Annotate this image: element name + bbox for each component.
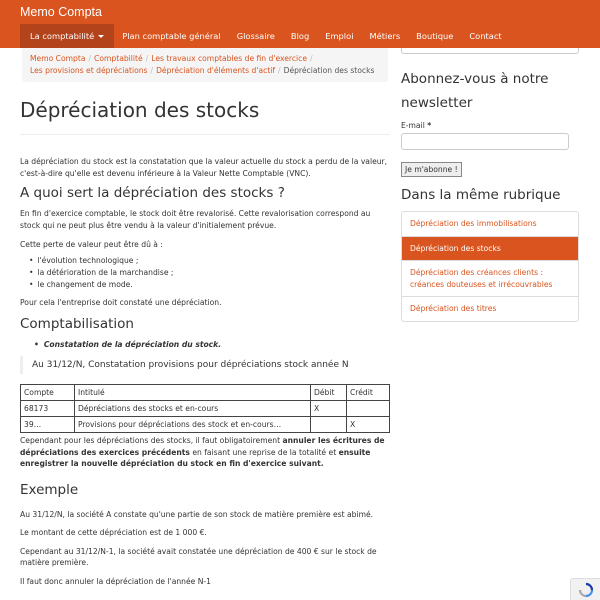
breadcrumb-link[interactable]: Comptabilité — [94, 54, 143, 63]
intro-paragraph: La dépréciation du stock est la constatation que la valeur actuelle du stock a perdu de la valeur, c'est-à-dire qu'elle est devenu inférieure à la Valeur Nette Comptable (VNC). — [20, 157, 388, 178]
nav-blog[interactable]: Blog — [290, 31, 310, 41]
table-cell: Dépréciations des stocks et en-cours — [75, 401, 311, 417]
table-cell — [347, 401, 390, 417]
nav-comptabilite[interactable] — [20, 24, 114, 48]
breadcrumb-separator: / — [278, 66, 281, 75]
main-nav — [20, 24, 510, 48]
entry-title: • Constatation de la dépréciation du stock. — [20, 340, 390, 349]
email-label — [401, 121, 579, 130]
nav-glossaire[interactable]: Glossaire — [236, 31, 275, 41]
breadcrumb-link[interactable]: Memo Compta — [30, 54, 86, 63]
subscribe-button[interactable]: Je m'abonne ! — [401, 162, 462, 177]
table-row — [21, 401, 390, 417]
table-header: Intitulé — [75, 385, 311, 401]
after-table-paragraph — [20, 435, 390, 470]
search-field-partial[interactable] — [401, 48, 579, 54]
rubric-item[interactable]: Dépréciation des titres — [410, 304, 497, 313]
breadcrumb-link[interactable]: Dépréciation d'éléments d'actif — [156, 66, 276, 75]
breadcrumb-separator: / — [88, 54, 92, 63]
newsletter-title: Abonnez-vous à notre newsletter — [401, 71, 549, 111]
breadcrumb-separator: / — [145, 54, 149, 63]
list-item: • le changement de mode. — [29, 279, 390, 291]
page-title: Dépréciation des stocks — [20, 98, 390, 135]
caret-down-icon — [98, 35, 104, 38]
nav-metiers[interactable]: Métiers — [369, 31, 401, 41]
table-cell: X — [347, 417, 390, 433]
email-field[interactable] — [401, 133, 569, 150]
list-item: • la détérioration de la marchandise ; — [29, 267, 390, 279]
breadcrumb — [22, 48, 388, 82]
table-cell — [311, 417, 347, 433]
example-paragraph: Il faut donc annuler la dépréciation de l'année N-1 — [20, 576, 211, 586]
rubric-title: Dans la même rubrique — [401, 187, 561, 203]
breadcrumb-link[interactable]: Les provisions et dépréciations — [30, 66, 148, 75]
rubric-item[interactable]: Dépréciation des immobilisations — [402, 212, 578, 237]
table-cell: X — [311, 401, 347, 417]
email-label-text: E-mail — [401, 121, 425, 130]
nav-contact[interactable]: Contact — [469, 31, 502, 41]
text-run: Cependant pour les dépréciations des stocks, il faut obligatoirement — [20, 436, 283, 445]
text-run: en faisant une reprise de la totalité et — [189, 447, 339, 457]
journal-table — [20, 384, 390, 433]
example-paragraph: Le montant de cette dépréciation est de 1 000 €. — [20, 528, 207, 537]
text-run-bold: ensuite enregistrer la nouvelle dépréciation du stock en fin d'exercice suivant. — [20, 447, 371, 468]
table-cell: Provisions pour dépréciations des stock et en-cours… — [75, 417, 311, 433]
breadcrumb-current: Dépréciation des stocks — [283, 66, 375, 75]
rubric-item-active[interactable]: Dépréciation des stocks — [402, 237, 578, 262]
nav-label: La comptabilité — [30, 31, 95, 41]
sidebar — [401, 48, 579, 322]
causes-list — [20, 255, 390, 291]
table-cell: 39… — [21, 417, 75, 433]
site-brand[interactable]: Memo Compta — [20, 5, 102, 19]
breadcrumb-separator: / — [150, 66, 154, 75]
causes-intro: Cette perte de valeur peut être dû à : — [20, 240, 163, 249]
entry-quote: Au 31/12/N, Constatation provisions pour dépréciations stock année N — [20, 356, 390, 374]
table-header: Débit — [311, 385, 347, 401]
purpose-paragraph: En fin d'exercice comptable, le stock doit être revalorisé. Cette revalorisation correspond au stock qui ne peut plus être vendu à la valeur d'initialement prévue. — [20, 209, 371, 230]
nav-boutique[interactable]: Boutique — [416, 31, 454, 41]
site-header — [0, 0, 600, 48]
nav-plan-comptable[interactable]: Plan comptable général — [122, 31, 221, 41]
table-header: Compte — [21, 385, 75, 401]
nav-emploi[interactable]: Emploi — [325, 31, 354, 41]
example-paragraph: Cependant au 31/12/N-1, la société avait constatée une dépréciation de 400 € sur le stock de matière première. — [20, 546, 377, 567]
breadcrumb-separator: / — [310, 54, 313, 63]
main-content — [20, 48, 390, 587]
table-row — [21, 417, 390, 433]
heading-accounting: Comptabilisation — [20, 316, 134, 332]
heading-example: Exemple — [20, 481, 79, 498]
heading-purpose: A quoi sert la dépréciation des stocks ? — [20, 185, 285, 201]
required-mark: * — [427, 121, 432, 130]
list-item: • l'évolution technologique ; — [29, 255, 390, 267]
rubric-list — [401, 211, 579, 322]
recaptcha-badge[interactable] — [570, 578, 600, 600]
must-paragraph: Pour cela l'entreprise doit constaté une dépréciation. — [20, 297, 222, 307]
table-header-row — [21, 385, 390, 401]
rubric-item[interactable]: Dépréciation des créances clients : créances douteuses et irrécouvrables — [402, 261, 578, 297]
example-paragraph: Au 31/12/N, la société A constate qu'une partie de son stock de matière première est abimé. — [20, 509, 374, 519]
breadcrumb-link[interactable]: Les travaux comptables de fin d'exercice — [151, 54, 308, 63]
text-run-bold: annuler les écritures de dépréciations des exercices précédents — [20, 436, 385, 457]
recaptcha-icon — [578, 582, 594, 598]
table-cell: 68173 — [21, 401, 75, 417]
table-header: Crédit — [347, 385, 390, 401]
